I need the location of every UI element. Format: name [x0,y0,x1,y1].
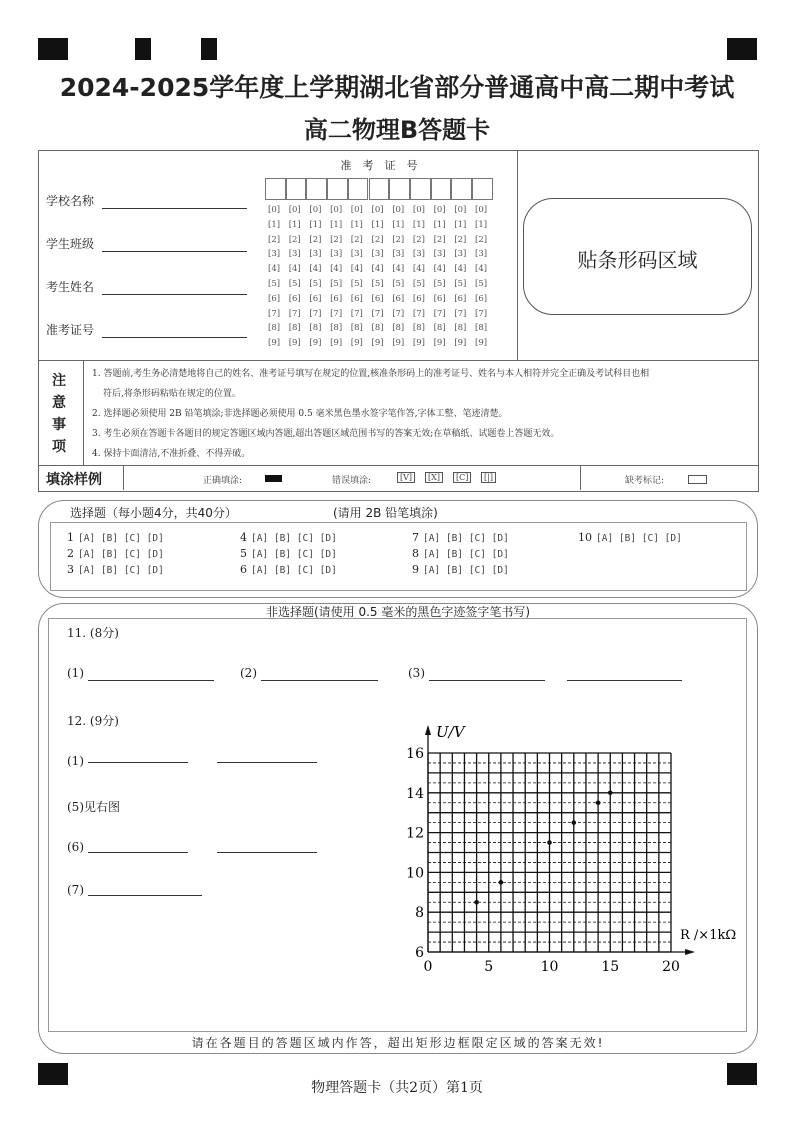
id-bubble[interactable]: [5] [330,279,343,289]
alignment-mark [201,38,217,60]
id-bubble[interactable]: [3] [330,249,343,260]
id-bubble[interactable]: [4] [412,264,425,275]
x-axis-label: R /×1kΩ [680,928,737,943]
y-tick-label: 12 [406,825,424,842]
correct-fill-label: 正确填涂: [203,476,243,486]
field-label: 考生姓名 [46,280,95,294]
absent-mark-box[interactable] [688,475,707,484]
answer-line[interactable] [88,762,188,763]
id-bubble[interactable]: [4] [475,264,488,275]
q12-part-label: (5)见右图 [67,800,120,814]
id-bubble[interactable]: [3] [350,249,363,260]
sheet-title: 高二物理B答题卡 [303,116,491,144]
id-bubble[interactable]: [2] [350,234,363,245]
id-bubble[interactable]: [6] [288,293,301,304]
notes-heading-char: 注 [52,373,66,389]
exam-title: 2024-2025学年度上学期湖北省部分普通高中高二期中考试 [59,73,735,102]
note-item: 1. 答题前,考生务必清楚地将自己的姓名、准考证号填写在规定的位置,核准条形码上的准考证号、姓名与本人相符并完全正确及考试科目也相 [92,369,650,379]
id-bubble[interactable]: [6] [330,293,343,304]
correct-fill-sample [265,475,282,482]
question-number: 3 [67,563,74,576]
id-bubble[interactable]: [0] [350,205,363,215]
choice-question[interactable] [240,531,337,544]
id-bubble[interactable]: [7] [475,308,488,319]
id-bubble[interactable]: [2] [392,234,405,245]
choice-question[interactable] [412,547,509,560]
id-bubble[interactable]: [7] [350,308,363,319]
answer-line[interactable] [261,680,378,681]
id-digit-box[interactable] [389,178,410,200]
id-bubble[interactable]: [2] [371,234,384,245]
note-item: 3. 考生必须在答题卡各题目的规定答题区域内答题,超出答题区域范围书写的答案无效;在草稿纸、试题卷上答题无效。 [92,429,560,439]
id-bubble[interactable]: [8] [268,323,281,334]
id-bubble[interactable]: [3] [412,249,425,260]
id-digit-box[interactable] [451,178,472,200]
q11-heading: 11. (8分) [67,626,119,640]
id-bubble[interactable]: [7] [454,308,467,319]
id-bubble[interactable]: [9] [433,338,446,349]
y-tick-label: 8 [415,905,424,922]
field-label: 学生班级 [46,237,95,251]
answer-line[interactable] [88,680,214,681]
id-digit-box[interactable] [472,178,493,200]
id-bubble[interactable]: [5] [412,279,425,289]
id-bubble[interactable]: [8] [371,323,384,334]
id-bubble[interactable]: [9] [330,338,343,349]
option-bubbles[interactable]: [A] [B] [C] [D] [78,549,164,560]
id-bubble[interactable]: [8] [392,323,405,334]
id-bubble[interactable]: [0] [371,205,384,215]
id-bubble[interactable]: [0] [330,205,343,215]
id-bubble[interactable]: [3] [475,249,488,260]
y-axis-label: U/V [436,723,465,741]
id-bubble[interactable]: [0] [475,205,488,215]
id-bubble[interactable]: [9] [392,338,405,349]
id-bubble[interactable]: [1] [371,219,384,230]
id-bubble[interactable]: [7] [268,308,281,319]
id-bubble[interactable]: [5] [475,279,488,289]
id-bubble[interactable]: [1] [433,219,446,230]
id-bubble[interactable]: [4] [433,264,446,275]
field-input-line[interactable] [102,294,247,295]
id-bubble[interactable]: [2] [268,234,281,245]
id-bubble[interactable]: [1] [309,219,322,230]
field-input-line[interactable] [102,337,247,338]
id-bubble[interactable]: [9] [454,338,467,349]
note-item: 2. 选择题必须使用 2B 铅笔填涂;非选择题必须使用 0.5 毫米黑色墨水签字笔作答,字体工整、笔迹清楚。 [92,409,508,419]
x-tick-label: 5 [484,959,494,975]
y-tick-label: 10 [406,865,424,882]
alignment-mark [727,38,757,60]
id-digit-box[interactable] [286,178,307,200]
data-point [499,880,504,885]
id-digit-box[interactable] [265,178,286,200]
choice-question[interactable] [67,563,164,576]
choice-question[interactable] [67,547,164,560]
choice-title: 选择题（每小题4分，共40分） [70,506,237,520]
id-bubble[interactable]: [8] [475,323,488,334]
id-bubble[interactable]: [8] [288,323,301,334]
id-bubble[interactable]: [3] [288,249,301,260]
y-tick-label: 14 [406,785,424,802]
data-point [474,900,479,905]
id-bubble[interactable]: [1] [268,219,281,230]
id-bubble[interactable]: [9] [309,338,322,349]
id-bubble[interactable]: [6] [454,293,467,304]
id-bubble[interactable]: [1] [330,219,343,230]
id-bubble[interactable]: [4] [350,264,363,275]
y-tick-label: 6 [415,945,424,961]
wrong-fill-sample: [X] [425,472,443,483]
id-bubble[interactable]: [7] [433,308,446,319]
question-number: 7 [412,531,419,544]
id-bubble[interactable]: [9] [412,338,425,349]
id-bubble[interactable]: [4] [288,264,301,275]
q11-part-label: (3) [408,666,425,680]
id-bubble[interactable]: [0] [392,205,405,215]
question-number: 10 [578,531,592,544]
id-bubble[interactable]: [7] [309,308,322,319]
id-digit-box[interactable] [348,178,369,200]
id-bubble[interactable]: [3] [371,249,384,260]
id-bubble[interactable]: [5] [288,279,301,289]
id-bubble[interactable]: [4] [371,264,384,275]
id-bubble[interactable]: [2] [412,234,425,245]
id-bubble[interactable]: [1] [412,219,425,230]
id-title: 准 考 证 号 [340,159,418,172]
id-bubble[interactable]: [0] [268,205,281,215]
wrong-fill-sample: [|] [481,472,496,483]
id-digit-box[interactable] [327,178,348,200]
data-point [596,800,601,805]
id-bubble[interactable]: [3] [433,249,446,260]
note-item: 符后,将条形码粘贴在规定的位置。 [103,389,241,399]
question-number: 6 [240,563,247,576]
id-bubble[interactable]: [5] [371,279,384,289]
id-digit-box[interactable] [306,178,327,200]
id-bubble[interactable]: [7] [392,308,405,319]
id-bubble[interactable]: [6] [268,293,281,304]
question-number: 1 [67,531,74,544]
id-bubble[interactable]: [3] [268,249,281,260]
data-point [547,840,552,845]
choice-question[interactable] [412,563,509,576]
wrong-fill-sample: [V] [397,472,415,483]
question-number: 2 [67,547,74,560]
id-digit-box[interactable] [369,178,390,200]
field-label: 准考证号 [46,323,95,337]
notes-heading-char: 意 [52,395,66,411]
data-point [572,820,577,825]
id-bubble[interactable]: [5] [433,279,446,289]
option-bubbles[interactable]: [A] [B] [C] [D] [78,565,164,576]
id-bubble[interactable]: [7] [371,308,384,319]
id-bubble[interactable]: [6] [371,293,384,304]
nonchoice-footer: 请在各题目的答题区域内作答，超出矩形边框限定区域的答案无效! [191,1036,605,1050]
x-tick-label: 20 [662,959,680,975]
id-bubble[interactable]: [2] [330,234,343,245]
q11-part-label: (2) [240,666,257,680]
choice-question[interactable] [67,531,164,544]
id-bubble[interactable]: [4] [268,264,281,275]
id-bubble[interactable]: [0] [454,205,467,215]
id-bubble[interactable]: [3] [309,249,322,260]
id-bubble[interactable]: [5] [350,279,363,289]
question-number: 8 [412,547,419,560]
page-footer: 物理答题卡（共2页）第1页 [311,1080,483,1096]
x-tick-label: 10 [540,959,559,975]
q12-part-label: (1) [67,754,84,768]
id-bubble[interactable]: [9] [475,338,488,349]
id-bubble[interactable]: [6] [392,293,405,304]
question-number: 9 [412,563,419,576]
id-bubble[interactable]: [0] [309,205,322,215]
option-bubbles[interactable]: [A] [B] [C] [D] [423,565,509,576]
id-bubble[interactable]: [6] [475,293,488,304]
absent-mark-label: 缺考标记: [625,476,665,486]
id-bubble[interactable]: [6] [309,293,322,304]
id-bubble[interactable]: [4] [309,264,322,275]
id-bubble[interactable]: [5] [268,279,281,289]
id-bubble[interactable]: [0] [433,205,446,215]
choice-hint: (请用 2B 铅笔填涂) [333,506,438,520]
choice-question[interactable] [240,547,337,560]
id-bubble[interactable]: [8] [350,323,363,334]
field-input-line[interactable] [102,208,247,209]
u-r-graph[interactable] [400,715,760,985]
id-bubble[interactable]: [4] [454,264,467,275]
option-bubbles[interactable]: [A] [B] [C] [D] [251,549,337,560]
id-bubble[interactable]: [8] [433,323,446,334]
id-bubble[interactable]: [5] [309,279,322,289]
id-bubble[interactable]: [4] [392,264,405,275]
id-bubble[interactable]: [1] [454,219,467,230]
id-bubble[interactable]: [2] [288,234,301,245]
id-bubble[interactable]: [5] [454,279,467,289]
x-tick-label: 15 [601,959,620,975]
data-point [608,791,613,796]
field-input-line[interactable] [102,251,247,252]
id-bubble[interactable]: [1] [392,219,405,230]
id-bubble[interactable]: [1] [475,219,488,230]
id-bubble[interactable]: [0] [412,205,425,215]
answer-line[interactable] [88,895,202,896]
id-bubble[interactable]: [6] [350,293,363,304]
id-bubble[interactable]: [6] [433,293,446,304]
q12-part-label: (6) [67,840,84,854]
answer-line[interactable] [217,762,317,763]
option-bubbles[interactable]: [A] [B] [C] [D] [251,533,337,544]
id-bubble[interactable]: [2] [309,234,322,245]
alignment-mark [135,38,151,60]
id-bubble[interactable]: [5] [392,279,405,289]
id-bubble[interactable]: [9] [268,338,281,349]
id-bubble[interactable]: [8] [330,323,343,334]
option-bubbles[interactable]: [A] [B] [C] [D] [251,565,337,576]
option-bubbles[interactable]: [A] [B] [C] [D] [596,533,682,544]
id-bubble[interactable]: [3] [454,249,467,260]
id-bubble[interactable]: [7] [412,308,425,319]
id-bubble[interactable]: [3] [392,249,405,260]
question-number: 4 [240,531,247,544]
nonchoice-title: 非选择题(请使用 0.5 毫米的黑色字迹签字笔书写) [265,605,531,619]
field-label: 学校名称 [46,194,95,208]
q11-part-label: (1) [67,666,84,680]
id-bubble[interactable]: [1] [350,219,363,230]
answer-line[interactable] [88,852,188,853]
id-bubble[interactable]: [2] [475,234,488,245]
q12-part-label: (7) [67,883,84,897]
id-bubble[interactable]: [6] [412,293,425,304]
option-bubbles[interactable]: [A] [B] [C] [D] [423,549,509,560]
choice-question[interactable] [578,531,682,544]
barcode-label: 贴条形码区域 [577,248,698,272]
id-bubble[interactable]: [4] [330,264,343,275]
note-item: 4. 保持卡面清洁,不准折叠、不得弄破。 [92,449,251,459]
id-bubble[interactable]: [8] [309,323,322,334]
question-number: 5 [240,547,247,560]
id-bubble[interactable]: [1] [288,219,301,230]
y-tick-label: 16 [406,746,424,762]
option-bubbles[interactable]: [A] [B] [C] [D] [78,533,164,544]
id-bubble[interactable]: [7] [288,308,301,319]
id-bubble[interactable]: [2] [433,234,446,245]
id-bubble[interactable]: [0] [288,205,301,215]
id-bubble[interactable]: [8] [412,323,425,334]
answer-line[interactable] [217,852,317,853]
x-axis-arrow [685,949,695,955]
choice-question[interactable] [412,531,509,544]
choice-question[interactable] [240,563,337,576]
wrong-fill-sample: [C] [453,472,471,483]
id-bubble[interactable]: [9] [288,338,301,349]
id-digit-box[interactable] [431,178,452,200]
q12-heading: 12. (9分) [67,714,119,728]
notes-heading-char: 项 [52,439,66,455]
notes-heading-char: 事 [52,417,66,433]
id-bubble[interactable]: [9] [350,338,363,349]
answer-line[interactable] [567,680,682,681]
id-bubble[interactable]: [8] [454,323,467,334]
id-bubble[interactable]: [9] [371,338,384,349]
id-digit-box[interactable] [410,178,431,200]
option-bubbles[interactable]: [A] [B] [C] [D] [423,533,509,544]
answer-line[interactable] [429,680,545,681]
id-bubble[interactable]: [7] [330,308,343,319]
id-bubble[interactable]: [2] [454,234,467,245]
fill-example-heading: 填涂样例 [46,472,102,488]
y-axis-arrow [425,725,431,735]
alignment-mark [38,38,68,60]
wrong-fill-label: 错误填涂: [332,476,372,486]
x-tick-label: 0 [423,959,433,975]
